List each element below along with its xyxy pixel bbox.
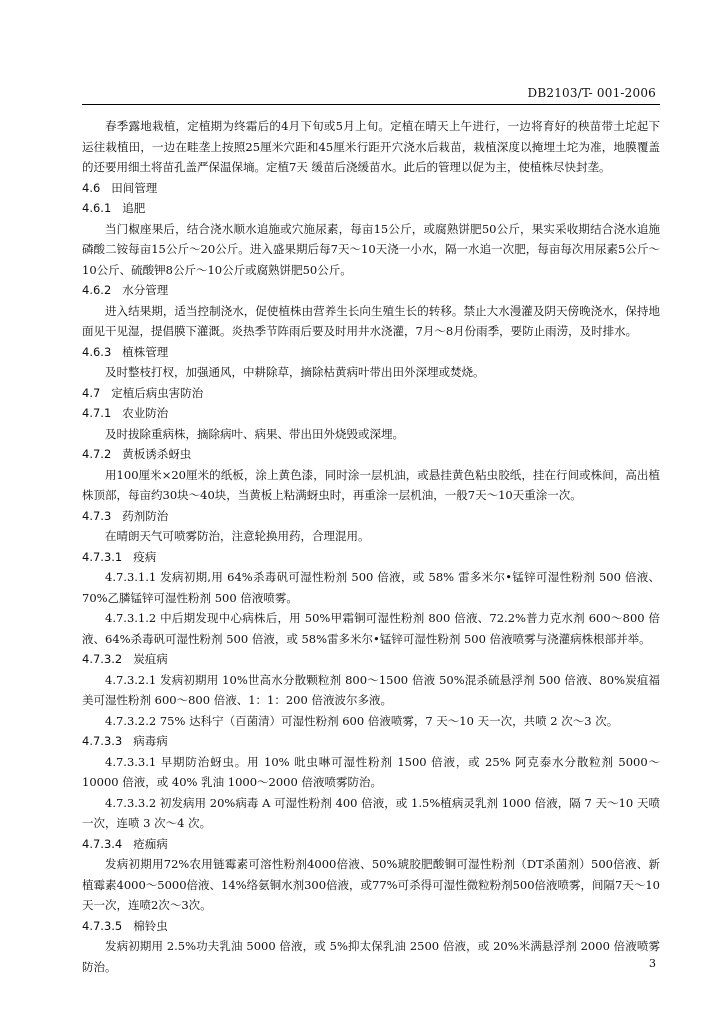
paragraph: 春季露地栽植，定植期为终霜后的4月下旬或5月上旬。定植在晴天上午进行，一边将育好的秧苗带土坨起下运往栽植田，一边在畦垄上按照25厘米穴距和45厘米行距开穴浇水后栽苗，栽植深度以掩埋土坨为准，地膜覆盖的还要用细土将苗孔盖严保温保墒。定植7天 缓苗后浇缓苗水。此后的管理以促为主，使植株尽快封垄。 (82, 119, 660, 174)
section-heading: 4.7.3.3 病毒病 (82, 734, 168, 748)
document-code-header: DB2103/T- 001-2006 (527, 86, 656, 100)
paragraph: 4.7.3.1.2 中后期发现中心病株后，用 50%甲霜铜可湿性粉剂 800 倍液、72.2%普力克水剂 600～800 倍液、64%杀毒矾可湿性粉剂 500 倍液，或 58%雷多米尔•锰锌可湿性粉剂 500 倍液喷雾与浇灌病株根部并举。 (82, 611, 660, 646)
paragraph: 4.7.3.1.1 发病初期,用 64%杀毒矾可湿性粉剂 500 倍液，或 58% 雷多米尔•锰锌可湿性粉剂 500 倍液、70%乙膦锰锌可湿性粉剂 500 倍液喷雾。 (82, 570, 660, 605)
paragraph: 在晴朗天气可喷雾防治，注意轮换用药，合理混用。 (105, 529, 370, 543)
paragraph: 4.7.3.3.1 早期防治蚜虫。用 10% 吡虫啉可湿性粉剂 1500 倍液，或 25% 阿克泰水分散粒剂 5000～10000 倍液，或 40% 乳油 1000～2000 倍液喷雾防治。 (82, 754, 660, 789)
section-heading: 4.7 定植后病虫害防治 (82, 385, 204, 400)
section-heading: 4.7.2 黄板诱杀蚜虫 (82, 447, 192, 461)
paragraph: 及时拔除重病株，摘除病叶、病果、带出田外烧毁或深埋。 (105, 426, 404, 441)
page-number: 3 (649, 957, 656, 970)
header-rule (82, 104, 660, 105)
section-heading: 4.6.3 植株管理 (82, 344, 169, 359)
paragraph: 进入结果期，适当控制浇水，促使植株由营养生长向生殖生长的转移。禁止大水漫灌及阴天傍晚浇水，保持地面见干见湿，提倡膜下灌溉。炎热季节阵雨后要及时用井水浇灌，7月～8月份雨季，要防止雨涝，及时排水。 (82, 303, 660, 338)
section-heading: 4.6 田间管理 (82, 180, 158, 195)
paragraph: 发病初期用72%农用链霉素可溶性粉剂4000倍液、50%琥胶肥酸铜可湿性粉剂（DT杀菌剂）500倍液、新植霉素4000～5000倍液、14%络氨铜水剂300倍液，或77%可杀得可湿性微粒粉剂500倍液喷雾，间隔7天～10天一次，连喷2次～3次。 (82, 857, 660, 912)
section-heading: 4.6.2 水分管理 (82, 283, 169, 297)
section-heading: 4.7.3.2 炭疽病 (82, 652, 168, 666)
paragraph: 用100厘米×20厘米的纸板，涂上黄色漆，同时涂一层机油，或悬挂黄色粘虫胶纸，挂在行间或株间，高出植株顶部，每亩约30块～40块，当黄板上粘满蚜虫时，再重涂一层机油，一般7天～10天重涂一次。 (82, 467, 660, 502)
paragraph: 当门椒座果后，结合浇水顺水追施或穴施尿素，每亩15公斤，或腐熟饼肥50公斤，果实采收期结合浇水追施磷酸二铵每亩15公斤～20公斤。进入盛果期后每7天～10天浇一小水，隔一水追一次肥，每亩每次用尿素5公斤～10公斤、硫酸钾8公斤～10公斤或腐熟饼肥50公斤。 (82, 221, 660, 277)
paragraph: 4.7.3.2.1 发病初期用 10%世高水分散颗粒剂 800～1500 倍液 50%混杀硫悬浮剂 500 倍液、80%炭疽福美可湿性粉剂 600～800 倍液、1：1：200 倍液波尔多液。 (82, 672, 660, 707)
paragraph: 4.7.3.2.2 75% 达科宁（百菌清）可湿性粉剂 600 倍液喷雾，7 天～10 天一次，共喷 2 次～3 次。 (105, 713, 619, 728)
document-body (82, 116, 660, 977)
section-heading: 4.7.3 药剂防治 (82, 508, 169, 523)
section-heading: 4.7.3.4 疮痂病 (82, 836, 168, 851)
section-heading: 4.7.1 农业防治 (82, 406, 169, 420)
section-heading: 4.7.3.5 棉铃虫 (82, 918, 168, 933)
paragraph: 及时整枝打杈，加强通风，中耕除草，摘除枯黄病叶带出田外深埋或焚烧。 (105, 365, 485, 379)
paragraph: 4.7.3.3.2 初发病用 20%病毒 A 可湿性粉剂 400 倍液，或 1.5%植病灵乳剂 1000 倍液，隔 7 天～10 天喷一次，连喷 3 次～4 次。 (82, 795, 660, 830)
section-heading: 4.7.3.1 疫病 (82, 549, 157, 564)
section-heading: 4.6.1 追肥 (82, 201, 146, 215)
paragraph: 发病初期用 2.5%功夫乳油 5000 倍液，或 5%抑太保乳油 2500 倍液，或 20%米满悬浮剂 2000 倍液喷雾防治。 (82, 939, 660, 974)
